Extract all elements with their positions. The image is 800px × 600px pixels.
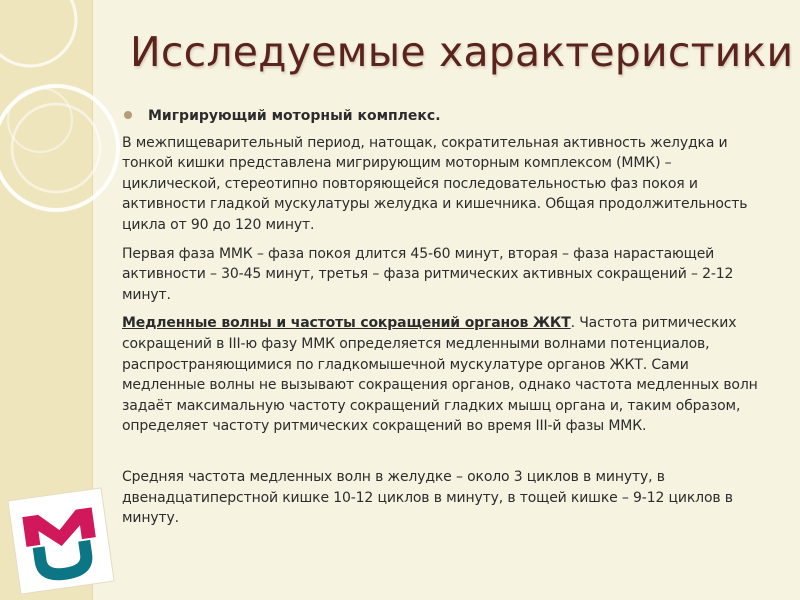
bullet-item: [122, 106, 770, 127]
paragraph-slow-waves: [122, 313, 770, 437]
slide-title: Исследуемые характеристики: [130, 28, 794, 76]
paragraph-mmk-definition: В межпищеварительный период, натощак, сократительная активность желудка и тонкой кишки представлена мигрирующим моторным комплексом (ММК) – циклической, стереотипно повторяющейся последовательностью фаз покоя и активности гладкой мускулатуры желудка и кишечника. Общая продолжительность цикла от 90 до 120 минут.: [122, 134, 748, 233]
bullet-dot-icon: [124, 111, 132, 119]
slow-waves-heading: Медленные волны и частоты сокращений органов ЖКТ: [122, 315, 571, 332]
spacer: [122, 445, 770, 467]
paragraph-mmk-phases: Первая фаза ММК – фаза покоя длится 45-60 минут, вторая – фаза нарастающей активности – 30-45 минут, третья – фаза ритмических активных сокращений – 2-12 минут.: [122, 245, 734, 303]
bullet-text: Мигрирующий моторный комплекс.: [148, 108, 441, 124]
paragraph-slow-wave-frequency: Средняя частота медленных волн в желудке – около 3 циклов в минуту, в двенадцатиперстной кишке 10-12 циклов в минуту, в тощей кишке – 9-12 циклов в минуту.: [122, 468, 733, 527]
university-logo-icon: [2, 482, 120, 600]
slow-waves-text: . Частота ритмических сокращений в III-ю фазу ММК определяется медленными волнами потенциалов, распространяющимися по гладкомышечной мускулатуре органов ЖКТ. Сами медленные волны не вызывают сокращения органов, однако частота медленных волн задаёт максимальную частоту сокращений гладких мышц органа и, таким образом, определяет частоту ритмических сокращений во время III-й фазы ММК.: [122, 315, 758, 435]
slide-content: [122, 106, 770, 537]
